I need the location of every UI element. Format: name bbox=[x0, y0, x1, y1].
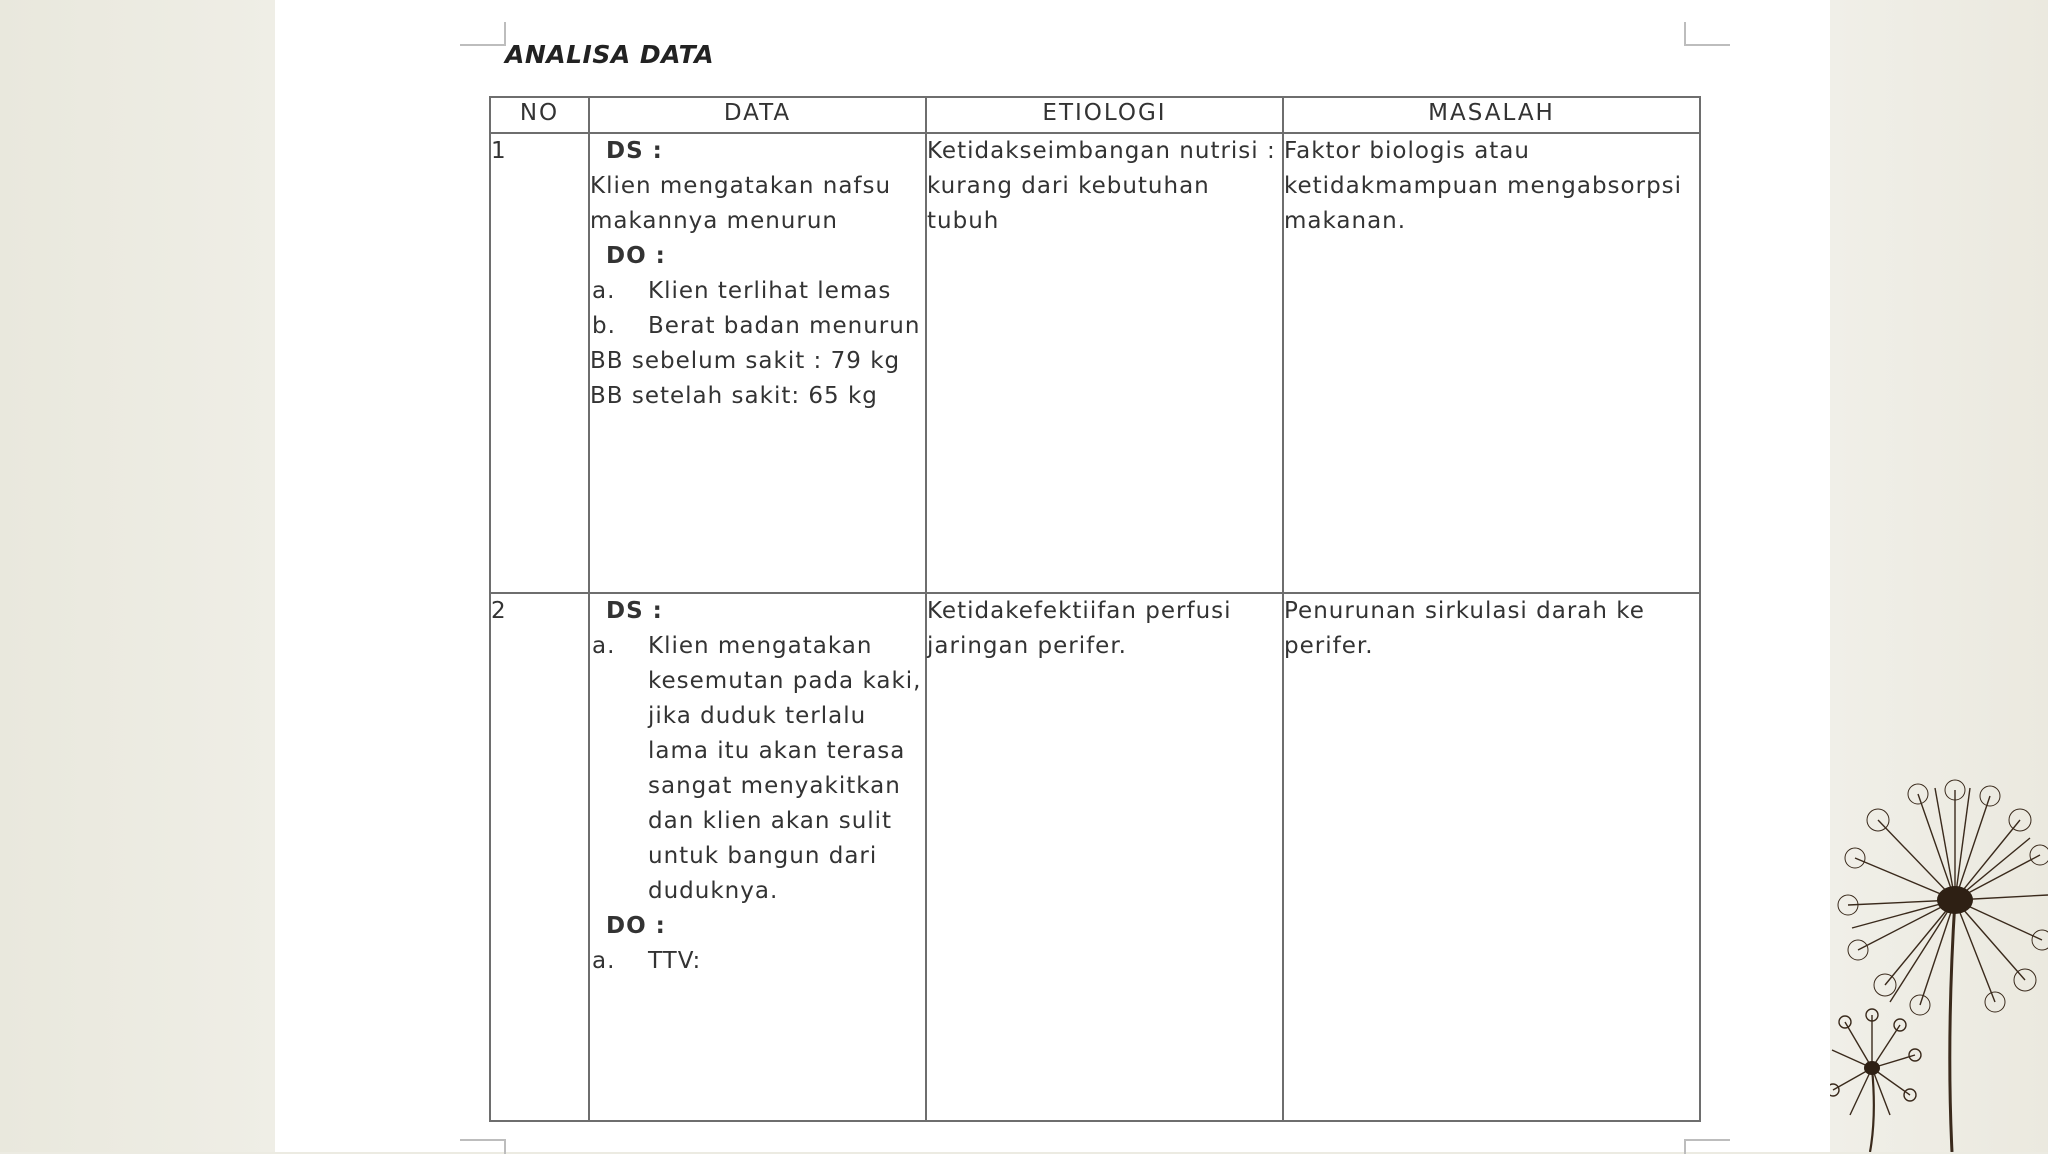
masalah-cell: Faktor biologis atau ketidakmampuan mengabsorpsi makanan. bbox=[1283, 133, 1700, 593]
list-marker: a. bbox=[592, 948, 616, 974]
analysis-table bbox=[489, 96, 1701, 1122]
list-marker: b. bbox=[592, 313, 616, 339]
header-etiologi: ETIOLOGI bbox=[926, 97, 1283, 133]
table-row bbox=[490, 133, 1700, 593]
dandelion-icon bbox=[1830, 770, 2048, 1152]
data-cell bbox=[589, 593, 926, 1121]
list-text: Klien mengatakan kesemutan pada kaki, jika duduk terlalu lama itu akan terasa sangat menyakitkan dan klien akan sulit untuk bangun dari duduknya. bbox=[648, 633, 922, 904]
header-data: DATA bbox=[589, 97, 926, 133]
crop-mark-top-right bbox=[1684, 22, 1730, 46]
ds-text: Klien mengatakan nafsu makannya menurun bbox=[590, 173, 892, 234]
data-cell bbox=[589, 133, 926, 593]
row-number: 1 bbox=[490, 133, 589, 593]
row-number: 2 bbox=[490, 593, 589, 1121]
table-row bbox=[490, 593, 1700, 1121]
ds-list-item bbox=[590, 629, 925, 909]
crop-mark-top-left bbox=[460, 22, 506, 46]
masalah-cell: Penurunan sirkulasi darah ke perifer. bbox=[1283, 593, 1700, 1121]
do-list-item bbox=[590, 309, 925, 344]
etiologi-cell: Ketidakseimbangan nutrisi : kurang dari kebutuhan tubuh bbox=[926, 133, 1283, 593]
ds-label: DS : bbox=[606, 598, 663, 624]
list-text: Berat badan menurun bbox=[648, 313, 921, 339]
header-masalah: MASALAH bbox=[1283, 97, 1700, 133]
weight-before-text: BB sebelum sakit : 79 kg bbox=[590, 348, 901, 374]
do-label: DO : bbox=[606, 243, 666, 269]
do-list-item bbox=[590, 274, 925, 309]
page-heading: ANALISA DATA bbox=[505, 40, 715, 69]
do-list-item bbox=[590, 944, 925, 979]
ds-label: DS : bbox=[606, 138, 663, 164]
weight-after-text: BB setelah sakit: 65 kg bbox=[590, 383, 878, 409]
list-marker: a. bbox=[592, 633, 616, 659]
list-text: Klien terlihat lemas bbox=[648, 278, 892, 304]
list-marker: a. bbox=[592, 278, 616, 304]
header-no: NO bbox=[490, 97, 589, 133]
etiologi-cell: Ketidakefektiifan perfusi jaringan perifer. bbox=[926, 593, 1283, 1121]
list-text: TTV: bbox=[648, 948, 702, 974]
left-margin-background bbox=[0, 0, 275, 1152]
table-header-row bbox=[490, 97, 1700, 133]
do-label: DO : bbox=[606, 913, 666, 939]
